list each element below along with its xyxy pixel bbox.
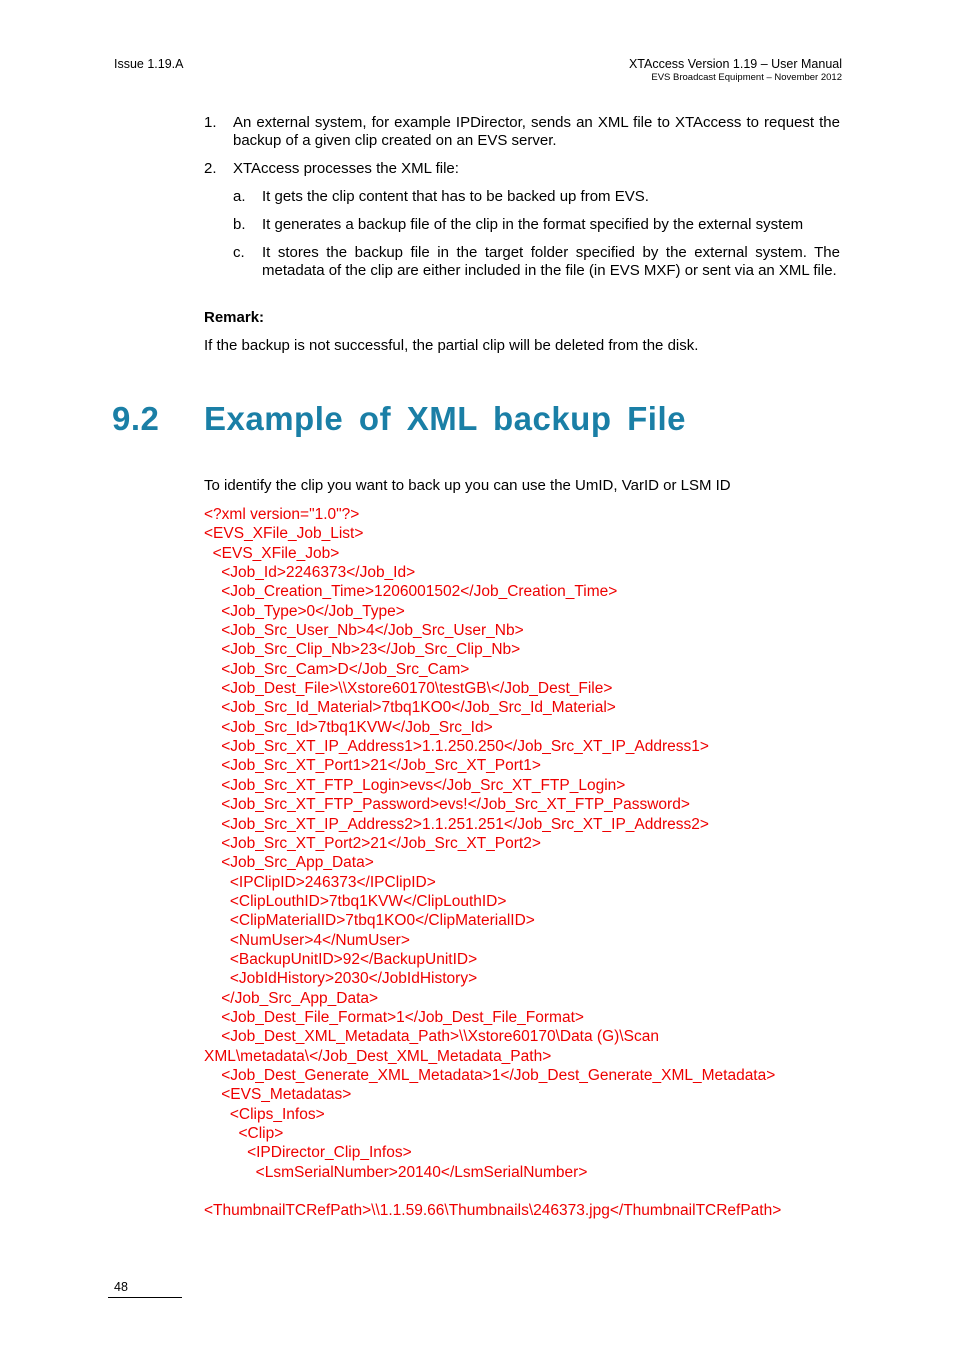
substep-letter: c. [233, 244, 245, 261]
header-issue: Issue 1.19.A [114, 57, 184, 71]
section-number: 9.2 [112, 400, 160, 437]
page-number: 48 [114, 1280, 128, 1294]
substep-text: It stores the backup file in the target folder specified by the external system. The metadata of the clip are either included in the file (in EVS MXF) or sent via an XML file. [262, 244, 840, 279]
step-text: XTAccess processes the XML file: [233, 160, 459, 177]
remark-title: Remark: [204, 309, 265, 326]
substep-a [233, 188, 840, 208]
substep-letter: a. [233, 188, 246, 205]
step-text: An external system, for example IPDirector, sends an XML file to XTAccess to request the backup of a given clip created on an EVS server. [233, 114, 840, 149]
header-company-date: EVS Broadcast Equipment – November 2012 [651, 72, 842, 83]
substep-text: It gets the clip content that has to be backed up from EVS. [262, 188, 649, 205]
substep-text: It generates a backup file of the clip in the format specified by the external system [262, 216, 804, 233]
substep-b [233, 216, 840, 236]
header-title-block [629, 57, 842, 84]
xml-code-listing: <?xml version="1.0"?> <EVS_XFile_Job_List> <EVS_XFile_Job> <Job_Id>2246373</Job_Id> <Job_Creation_Time>1206001502</Job_Creation_Time> <Job_Type>0</Job_Type> <Job_Src_User_Nb>4</Job_Src_User_Nb> <Job_Src_Clip_Nb>23</Job_Src_Clip_Nb> <Job_Src_Cam>D</Job_Src_Cam> <Job_Dest_File>\\Xstore60170\testGB\</Job_Dest_File> <Job_Src_Id_Material>7tbq1KO0</Job_Src_Id_Material> <Job_Src_Id>7tbq1KVW</Job_Src_Id> <Job_Src_XT_IP_Address1>1.1.250.250</Job_Src_XT_IP_Address1> <Job_Src_XT_Port1>21</Job_Src_XT_Port1> <Job_Src_XT_FTP_Login>evs</Job_Src_XT_FTP_Login> <Job_Src_XT_FTP_Password>evs!</Job_Src_XT_FTP_Password> <Job_Src_XT_IP_Address2>1.1.251.251</Job_Src_XT_IP_Address2> <Job_Src_XT_Port2>21</Job_Src_XT_Port2> <Job_Src_App_Data> <IPClipID>246373</IPClipID> <ClipLouthID>7tbq1KVW</ClipLouthID> <ClipMaterialID>7tbq1KO0</ClipMaterialID> <NumUser>4</NumUser> <BackupUnitID>92</BackupUnitID> <JobIdHistory>2030</JobIdHistory> </Job_Src_App_Data> <Job_Dest_File_Format>1</Job_Dest_File_Format> <Job_Dest_XML_Metadata_Path>\\Xstore60170\Data (G)\Scan XML\metadata\</Job_Dest_XML_Metadata_Path> <Job_Dest_Generate_XML_Metadata>1</Job_Dest_Generate_XML_Metadata> <EVS_Metadatas> <Clips_Infos> <Clip> <IPDirector_Clip_Infos> <LsmSerialNumber>20140</LsmSerialNumber> <ThumbnailTCRefPath>\\1.1.59.66\Thumbnails\246373.jpg</ThumbnailTCRefPath> [204, 506, 782, 1220]
substep-c [233, 244, 840, 300]
step-number: 1. [204, 114, 217, 131]
step-number: 2. [204, 160, 217, 177]
step-1 [204, 114, 840, 154]
footer-divider [108, 1297, 182, 1298]
step-2 [204, 160, 840, 180]
remark-text: If the backup is not successful, the partial clip will be deleted from the disk. [204, 337, 699, 354]
substep-letter: b. [233, 216, 246, 233]
intro-text: To identify the clip you want to back up you can use the UmID, VarID or LSM ID [204, 477, 731, 494]
header-manual-title: XTAccess Version 1.19 – User Manual [628, 57, 842, 71]
section-title: Example of XML backup File [204, 400, 687, 437]
